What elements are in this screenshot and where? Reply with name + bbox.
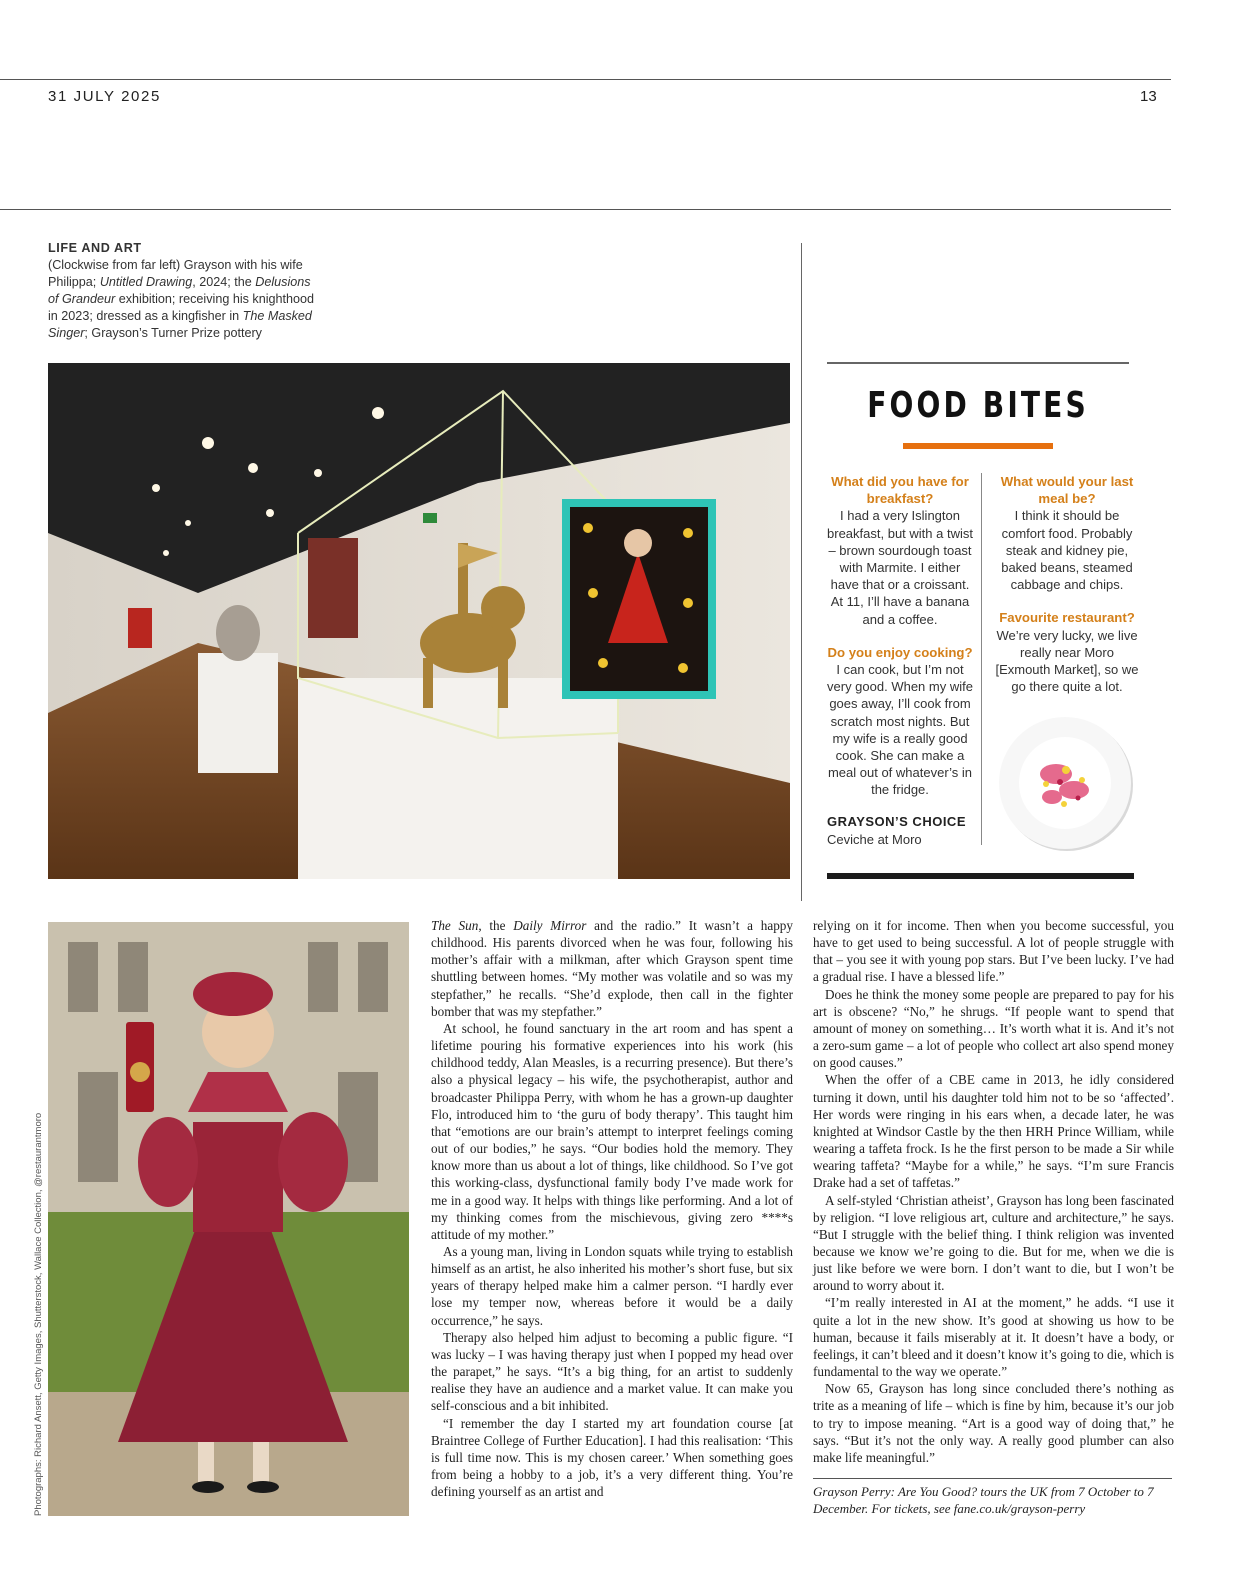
food-bites-top-rule <box>827 362 1129 364</box>
answer-favourite-restaurant: We’re very lucky, we live really near Moro [Exmouth Market], so we go there quite a lot. <box>995 627 1139 695</box>
question-breakfast: What did you have for breakfast? <box>831 474 969 507</box>
article-paragraph: relying on it for income. Then when you become successful, you have to get used to being successful. A lot of people struggle with that – you see it with young pop stars. But I’ve been lucky. I’ve had a gradual rise. I have a blessed life.” <box>813 918 1174 985</box>
question-cooking: Do you enjoy cooking? <box>827 644 973 660</box>
article-paragraph: “I remember the day I started my art foundation course [at Braintree College of Further Education]. I had this realisation: ‘This is full time now. This is my chosen career.’ When something goes from being a hobby to a job, it’s a very different thing. You’re defining yourself as an artist and <box>431 1415 793 1500</box>
column-divider <box>801 243 802 901</box>
ceviche-plate-image <box>994 712 1136 854</box>
question-last-meal: What would your last meal be? <box>1000 474 1134 507</box>
graysons-choice <box>827 813 966 848</box>
answer-breakfast: I had a very Islington breakfast, but with a twist – brown sourdough toast with Marmite. I either have that or a croissant. At 11, I’ll have a banana and a coffee. <box>827 508 973 627</box>
article-paragraph: At school, he found sanctuary in the art room and has spent a lifetime pouring his formative experiences into his work (his childhood teddy, Alan Measles, is a recurring presence). But there’s also a physical legacy – his wife, the psychotherapist, author and broadcaster Philippa Perry, with whom he has a grown-up daughter Flo, introduced him to ‘the guru of body therapy’. This taught him that “emotions are our brain’s attempt to interpret feelings coming out of our bodies,” he says. “Our bodies hold the memory. They know more than us about a lot of things, like childhood. So I’ve got this working-class, dysfunctional family body I’ve made work for me in a good way. It helps with things like performing. And a lot of my thinking comes from the mischievous, giving zero ****s attitude of my mother.” <box>431 1020 793 1242</box>
article-paragraph: When the offer of a CBE came in 2013, he idly considered turning it down, until his daughter told him not to be so ‘affected’. Her words were ringing in his ears when, a decade later, he was knighted at Windsor Castle by the then HRH Prince William, while wearing a taffeta frock. Is he the first person to be made a Sir while wearing taffeta? “Maybe for a while,” he says. “I’m sure Francis Drake had a set of taffetas.” <box>813 1072 1174 1191</box>
food-bites-right-column <box>992 473 1142 711</box>
issue-date: 31 JULY 2025 <box>48 88 161 105</box>
article-paragraph: As a young man, living in London squats while trying to establish himself as an artist, he also inherited his mother’s short fuse, but six years of therapy helped make him a calmer person. “I hardly ever lose my temper now, whereas before it would be a daily occurrence,” he says. <box>431 1243 793 1328</box>
exhibition-photo <box>48 363 790 879</box>
food-bites-bottom-rule <box>827 873 1134 879</box>
article-column-1 <box>431 917 793 1500</box>
top-rule <box>0 79 1171 80</box>
graysons-choice-label: GRAYSON’S CHOICE <box>827 814 966 829</box>
article-paragraph: Therapy also helped him adjust to becoming a public figure. “I was lucky – I was having therapy just when I popped my head over the parapet,” he says. “It’s a big thing, for an artist to suddenly realise they have an audience and a market value. It can make you self-conscious and a bit inhibited. <box>431 1329 793 1414</box>
knighthood-photo <box>48 922 409 1516</box>
article-paragraph: Does he think the money some people are prepared to pay for his art is obscene? “No,” he shrugs. “If people want to spend that amount of money on something… It’s worth what it is. And it’s not a zero-sum game – a lot of people who collect art also spend money on good causes.” <box>813 986 1174 1071</box>
article-paragraph: A self-styled ‘Christian atheist’, Grayson has long been fascinated by religion. “I love religious art, culture and architecture,” he says. “But I struggle with the belief thing. I think religion was invented because we know we’re going to die. But for me, when we die is just like before we were born. I don’t want to die, but I won’t be around to worry about it. <box>813 1192 1175 1294</box>
food-bites-divider <box>981 473 982 845</box>
caption-title: LIFE AND ART <box>48 241 142 255</box>
food-bites-accent-bar <box>903 443 1053 449</box>
header-rule <box>0 209 1171 210</box>
food-bites-title: FOOD BITES <box>867 385 1089 426</box>
photo-caption: LIFE AND ART (Clockwise from far left) Grayson with his wife Philippa; Untitled Drawing, 2024; the Delusions of Grandeur exhibition; receiving his knighthood in 2023; dressed as a kingfisher in The Masked Singer; Grayson’s Turner Prize pottery <box>48 240 318 342</box>
page-number: 13 <box>1140 88 1157 105</box>
article-paragraph: “I’m really interested in AI at the moment,” he adds. “I use it quite a lot in the new show. It’s good at showing us how to be human, because it fails miserably at it. It doesn’t have a body, or feelings, it can’t bleed and it doesn’t know it’s going to die, which is fundamental to the way we operate.” <box>813 1295 1175 1380</box>
answer-cooking: I can cook, but I’m not very good. When my wife goes away, I’ll cook from scratch most nights. But my wife is a really good cook. She can make a meal out of whatever’s in the fridge. <box>827 662 973 798</box>
article-paragraph: Now 65, Grayson has long since concluded there’s nothing as trite as a meaning of life – which is fine by him, because it’s our job to try to impose meaning. “Art is a good way of doing that,” he says. “But it’s not the only way. A really good plumber can also make life meaningful.” <box>813 1381 1174 1465</box>
food-bites-left-column <box>827 473 973 815</box>
article-column-2 <box>813 917 1174 1466</box>
question-favourite-restaurant: Favourite restaurant? <box>999 610 1135 626</box>
tour-footnote: Grayson Perry: Are You Good? tours the UK from 7 October to 7 December. For tickets, see fane.co.uk/grayson-perry <box>813 1484 1154 1516</box>
article-paragraph: The Sun, the Daily Mirror and the radio.” It wasn’t a happy childhood. His parents divorced when he was four, following his mother’s affair with a milkman, after which Grayson spent time shuttling between homes. “My mother was volatile and so was my stepfather,” he recalls. “She’d explode, then call in the fighter bomber that was my stepfather.” <box>431 918 793 1019</box>
graysons-choice-value: Ceviche at Moro <box>827 831 922 847</box>
answer-last-meal: I think it should be comfort food. Probably steak and kidney pie, baked beans, steamed cabbage and chips. <box>1001 508 1133 593</box>
footnote-rule <box>813 1478 1172 1479</box>
photo-credit: Photographs: Richard Ansett, Getty Images, Shutterstock, Wallace Collection, @restaurantmoro <box>33 1112 44 1516</box>
